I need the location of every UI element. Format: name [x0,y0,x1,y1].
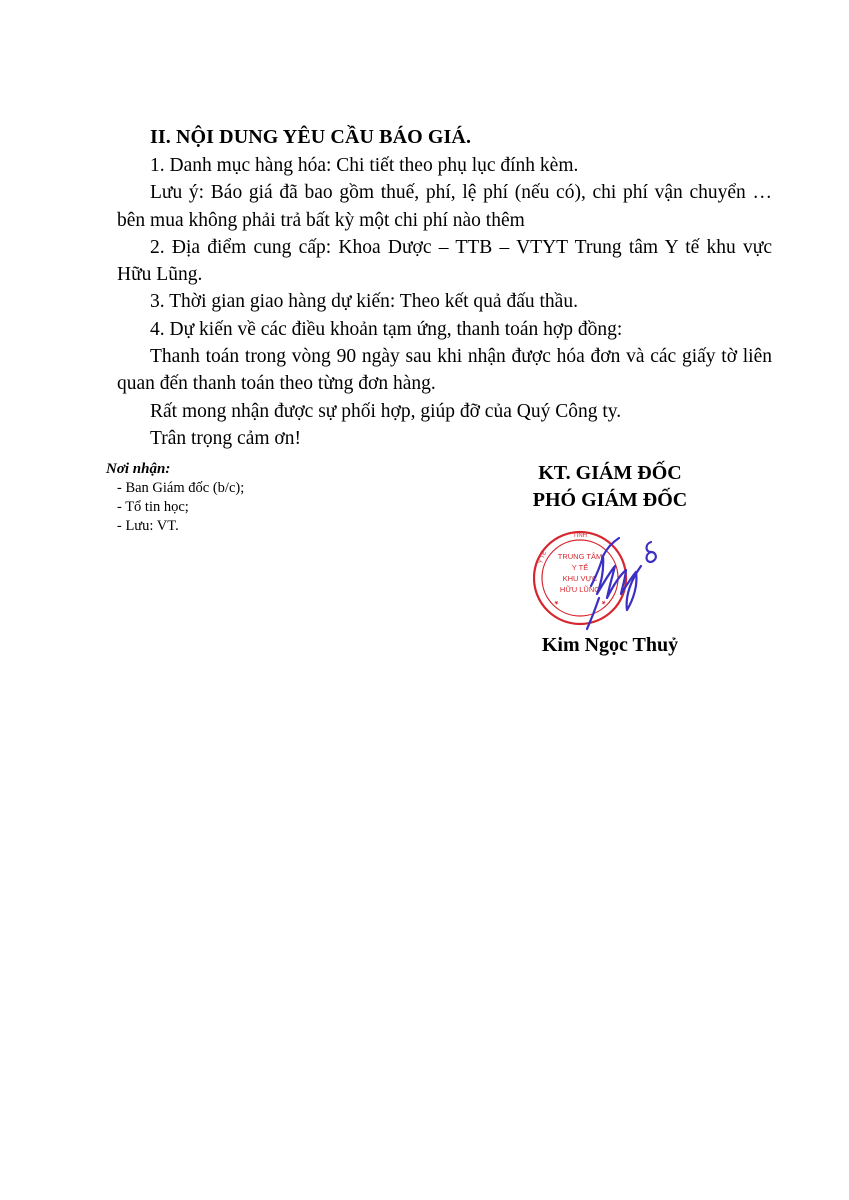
svg-text:★: ★ [551,599,560,608]
seal-top-text: TỈNH [573,533,587,539]
recipient-item: - Ban Giám đốc (b/c); [117,480,245,496]
recipients-list [106,479,366,536]
paragraph-cooperation: Rất mong nhận được sự phối hợp, giúp đỡ của Quý Công ty. [150,400,622,422]
recipient-item: - Tổ tin học; [117,499,189,515]
paragraph-delivery-location: 2. Địa điểm cung cấp: Khoa Dược – TTB – VTYT Trung tâm Y tế khu vực Hữu Lũng. [117,236,772,286]
seal-area [460,514,760,632]
paragraph-price-note: Lưu ý: Báo giá đã bao gồm thuế, phí, lệ phí (nếu có), chi phí vận chuyển … bên mua không phải trả bất kỳ một chi phí nào thêm [117,182,772,231]
signature-title-line2: PHÓ GIÁM ĐỐC [532,489,688,511]
recipients-block [106,460,366,536]
seal-center-line: TRUNG TÂM [557,552,603,561]
seal-left-text: Y TẾ [537,550,549,565]
paragraph-payment-terms: 4. Dự kiến về các điều khoản tạm ứng, thanh toán hợp đồng: [150,318,623,340]
recipients-heading: Nơi nhận: [106,461,171,477]
signer-name: Kim Ngọc Thuỷ [541,634,679,656]
recipient-item: - Lưu: VT. [117,518,179,534]
paragraph-thanks: Trân trọng cảm ơn! [150,427,301,449]
signature-title-line1: KT. GIÁM ĐỐC [538,462,682,484]
paragraph-delivery-time: 3. Thời gian giao hàng dự kiến: Theo kết quả đấu thầu. [150,291,578,313]
section-title: II. NỘI DUNG YÊU CẦU BÁO GIÁ. [150,126,472,148]
seal-center-line: Y TẾ [571,563,589,572]
svg-text:★: ★ [600,599,609,608]
seal-center-line: HỮU LŨNG [559,585,601,594]
signature-block [460,460,760,658]
paragraph-payment-detail: Thanh toán trong vòng 90 ngày sau khi nhận được hóa đơn và các giấy tờ liên quan đến thanh toán theo từng đơn hàng. [117,346,772,395]
official-seal-icon [533,526,691,632]
seal-center-line: KHU VỰC [562,574,598,583]
body-text [117,152,772,452]
paragraph-goods-list: 1. Danh mục hàng hóa: Chi tiết theo phụ lục đính kèm. [150,155,579,176]
